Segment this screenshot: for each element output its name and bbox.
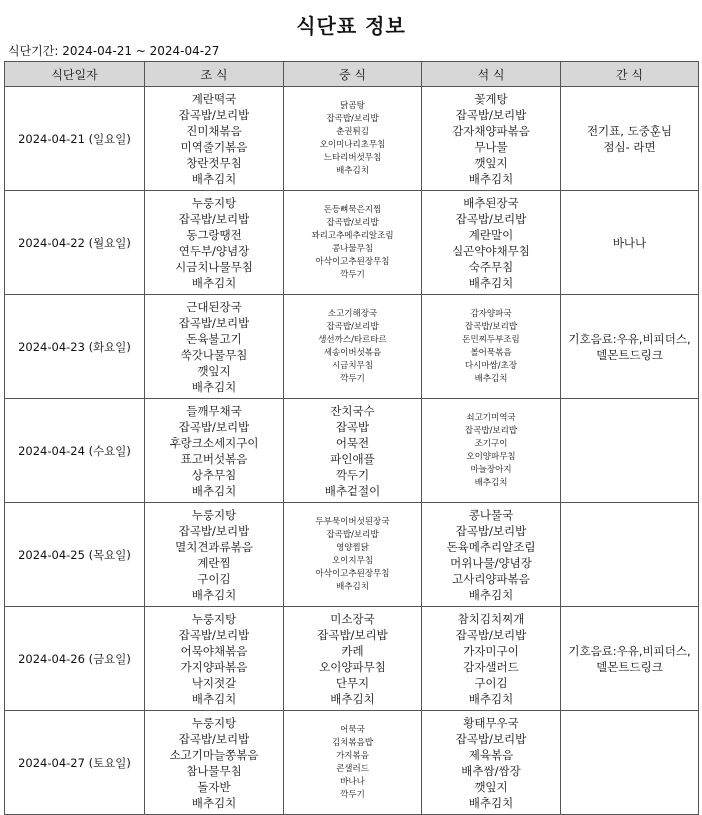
menu-item: 연두부/양념장	[178, 243, 250, 258]
menu-item: 어묵국	[340, 724, 365, 735]
menu-item: 시금치나물무침	[175, 259, 253, 274]
menu-item: 잡곡밥/보리밥	[178, 419, 250, 434]
menu-item: 돈민찌두부조림	[462, 334, 520, 345]
menu-item: 배추김치	[191, 587, 237, 602]
snack-cell	[561, 87, 699, 191]
menu-item: 머위나물/양념장	[450, 555, 532, 570]
menu-item: 배추김치	[468, 691, 514, 706]
menu-item: 세송이버섯볶음	[323, 347, 382, 358]
menu-item: 오이양파무침	[466, 451, 516, 462]
menu-item: 조기구이	[474, 438, 508, 449]
menu-item: 잡곡밥/보리밥	[455, 523, 527, 538]
dinner-cell	[422, 503, 561, 607]
menu-item: 누룽지탕	[191, 507, 237, 522]
menu-item: 잡곡밥/보리밥	[178, 731, 250, 746]
menu-item: 전기표, 도중훈님	[586, 123, 673, 138]
menu-item: 잡곡밥/보리밥	[326, 529, 379, 540]
table-row	[5, 711, 699, 815]
breakfast-cell	[145, 503, 284, 607]
menu-item: 계란찜	[197, 555, 231, 570]
menu-item: 숙주무침	[468, 259, 514, 274]
table-header-row	[5, 62, 699, 87]
menu-item: 깍두기	[340, 269, 365, 280]
menu-item: 꽃게탕	[474, 91, 508, 106]
header-snack: 간 식	[561, 62, 699, 87]
menu-item: 깻잎지	[474, 155, 508, 170]
menu-item: 두부묵이버섯된장국	[315, 516, 390, 527]
menu-item: 배추김치	[330, 691, 375, 706]
breakfast-cell	[145, 191, 284, 295]
menu-item: 동그랑땡전	[186, 227, 242, 242]
meal-table	[4, 61, 699, 815]
menu-item: 배추김치	[468, 587, 514, 602]
menu-item: 배추김치	[468, 171, 514, 186]
menu-item: 콘샐러드	[336, 763, 369, 774]
menu-item: 시금치무침	[331, 360, 374, 371]
menu-item: 배추김치	[468, 275, 514, 290]
menu-item: 볼어묵볶음	[470, 347, 512, 358]
menu-item: 잡곡밥/보리밥	[464, 425, 518, 436]
menu-item: 생선까스/타르타르	[318, 334, 387, 345]
menu-item: 콩나물무침	[331, 243, 374, 254]
table-row	[5, 87, 699, 191]
menu-item: 배추된장국	[463, 195, 519, 210]
menu-item: 돌자반	[197, 779, 231, 794]
menu-item: 상추무침	[191, 467, 237, 482]
table-row	[5, 607, 699, 711]
menu-item: 배추김치	[191, 691, 237, 706]
menu-item: 근대된장국	[186, 299, 242, 314]
menu-item: 미소장국	[330, 611, 375, 626]
menu-item: 누룽지탕	[191, 715, 237, 730]
menu-item: 춘권튀김	[336, 126, 369, 137]
menu-item: 제육볶음	[468, 747, 514, 762]
menu-item: 배추김치	[191, 171, 237, 186]
menu-item: 후랑크소세지구이	[169, 435, 259, 450]
menu-item: 닭곰탕	[340, 100, 365, 111]
menu-item: 파인애플	[330, 451, 375, 466]
table-row	[5, 191, 699, 295]
snack-cell	[561, 399, 699, 503]
menu-item: 소고기해장국	[327, 308, 378, 319]
menu-item: 들깨무채국	[186, 403, 242, 418]
menu-item: 아삭이고추된장무침	[315, 568, 390, 579]
menu-item: 잡곡밥/보리밥	[464, 321, 518, 332]
breakfast-cell	[145, 399, 284, 503]
menu-item: 잡곡밥/보리밥	[455, 731, 527, 746]
menu-item: 다시마쌈/초장	[464, 360, 518, 371]
menu-item: 오이양파무침	[319, 659, 386, 674]
header-breakfast: 조 식	[145, 62, 284, 87]
menu-item: 돈육불고기	[186, 331, 242, 346]
lunch-cell	[284, 711, 422, 815]
menu-item: 돈등뼈묵은지찜	[323, 204, 382, 215]
menu-item: 마늘장아지	[470, 464, 512, 475]
menu-item: 단무지	[335, 675, 370, 690]
menu-item: 돈육메추리알조림	[446, 539, 536, 554]
menu-item: 바나나	[340, 776, 365, 787]
menu-item: 잡곡밥/보리밥	[455, 107, 527, 122]
menu-item: 잡곡밥/보리밥	[326, 217, 379, 228]
menu-item: 가자미구이	[463, 643, 519, 658]
breakfast-cell	[145, 711, 284, 815]
dinner-cell	[422, 87, 561, 191]
menu-item: 꽈리고추메추리알조림	[311, 230, 394, 241]
header-date: 식단일자	[5, 62, 145, 87]
menu-item: 참치김치찌개	[457, 611, 525, 626]
menu-item: 잡곡밥/보리밥	[326, 113, 379, 124]
snack-cell	[561, 191, 699, 295]
menu-item: 잡곡밥/보리밥	[455, 211, 527, 226]
lunch-cell	[284, 295, 422, 399]
menu-item: 잔치국수	[330, 403, 375, 418]
menu-item: 잡곡밥/보리밥	[178, 627, 250, 642]
breakfast-cell	[145, 295, 284, 399]
menu-item: 구이김	[197, 571, 231, 586]
date-cell: 2024-04-25 (목요일)	[5, 503, 145, 607]
menu-item: 깍두기	[335, 467, 370, 482]
table-row	[5, 503, 699, 607]
menu-item: 잡곡밥/보리밥	[178, 211, 250, 226]
menu-item: 낙지젓갈	[191, 675, 237, 690]
menu-item: 배추쌈/쌈장	[461, 763, 521, 778]
menu-item: 카레	[341, 643, 364, 658]
menu-item: 영양찜닭	[336, 542, 369, 553]
lunch-cell	[284, 87, 422, 191]
date-cell: 2024-04-21 (일요일)	[5, 87, 145, 191]
menu-item: 김치볶음밥	[331, 737, 374, 748]
menu-item: 잡곡밥/보리밥	[178, 523, 250, 538]
menu-item: 배추김치	[191, 483, 237, 498]
lunch-cell	[284, 191, 422, 295]
menu-item: 느타리버섯무침	[323, 152, 382, 163]
menu-item: 잡곡밥/보리밥	[178, 107, 250, 122]
date-cell: 2024-04-27 (토요일)	[5, 711, 145, 815]
menu-item: 어묵전	[335, 435, 370, 450]
snack-cell	[561, 503, 699, 607]
menu-item: 무나물	[474, 139, 508, 154]
menu-item: 가지볶음	[336, 750, 369, 761]
date-cell: 2024-04-26 (금요일)	[5, 607, 145, 711]
menu-item: 배추김치	[191, 275, 237, 290]
menu-item: 쑥갓나물무침	[180, 347, 248, 362]
menu-item: 실곤약야채무침	[452, 243, 530, 258]
menu-item: 쇠고기미역국	[466, 412, 516, 423]
lunch-cell	[284, 399, 422, 503]
menu-item: 기호음료:우유,비피더스,	[568, 331, 691, 346]
breakfast-cell	[145, 607, 284, 711]
menu-item: 구이김	[474, 675, 508, 690]
table-row	[5, 295, 699, 399]
menu-item: 황태무우국	[463, 715, 519, 730]
menu-item: 계란떡국	[191, 91, 237, 106]
menu-item: 배추김치	[474, 373, 508, 384]
menu-item: 배추김치	[468, 795, 514, 810]
menu-item: 점심- 라면	[603, 139, 656, 154]
menu-item: 미역줄기볶음	[180, 139, 248, 154]
date-cell: 2024-04-23 (화요일)	[5, 295, 145, 399]
menu-item: 기호음료:우유,비피더스,	[568, 643, 691, 658]
menu-item: 누룽지탕	[191, 611, 237, 626]
menu-item: 배추김치	[336, 581, 369, 592]
menu-item: 깻잎지	[474, 779, 508, 794]
menu-item: 잡곡밥/보리밥	[326, 321, 379, 332]
menu-item: 감자채양파볶음	[452, 123, 530, 138]
menu-item: 멸치견과류볶음	[175, 539, 253, 554]
menu-item: 잡곡밥/보리밥	[178, 315, 250, 330]
meal-period: 식단기간: 2024-04-21 ~ 2024-04-27	[8, 44, 220, 58]
dinner-cell	[422, 607, 561, 711]
snack-cell	[561, 295, 699, 399]
breakfast-cell	[145, 87, 284, 191]
date-cell: 2024-04-22 (월요일)	[5, 191, 145, 295]
lunch-cell	[284, 503, 422, 607]
dinner-cell	[422, 711, 561, 815]
menu-item: 오이미나리초무침	[319, 139, 386, 150]
menu-item: 깻잎지	[197, 363, 231, 378]
menu-item: 소고기마늘쫑볶음	[169, 747, 259, 762]
lunch-cell	[284, 607, 422, 711]
menu-item: 감자샐러드	[463, 659, 519, 674]
menu-item: 감자양파국	[470, 308, 512, 319]
snack-cell	[561, 607, 699, 711]
dinner-cell	[422, 295, 561, 399]
dinner-cell	[422, 399, 561, 503]
menu-item: 창란젓무침	[186, 155, 242, 170]
page-title: 식단표 정보	[296, 14, 406, 38]
menu-item: 배추김치	[474, 477, 508, 488]
menu-item: 누룽지탕	[191, 195, 237, 210]
menu-item: 참나물무침	[186, 763, 242, 778]
menu-item: 깍두기	[340, 789, 365, 800]
menu-item: 고사리양파볶음	[452, 571, 530, 586]
menu-item: 잡곡밥/보리밥	[455, 627, 527, 642]
dinner-cell	[422, 191, 561, 295]
menu-item: 잡곡밥	[335, 419, 370, 434]
menu-item: 잡곡밥/보리밥	[317, 627, 388, 642]
header-lunch: 중 식	[284, 62, 422, 87]
menu-item: 콩나물국	[468, 507, 514, 522]
menu-item: 진미채볶음	[186, 123, 242, 138]
menu-item: 델몬트드링크	[596, 347, 663, 362]
menu-item: 바나나	[612, 235, 647, 250]
menu-item: 아삭이고추된장무침	[315, 256, 390, 267]
table-row	[5, 399, 699, 503]
menu-item: 오이지무침	[331, 555, 374, 566]
menu-item: 가지양파볶음	[180, 659, 248, 674]
menu-item: 배추겉절이	[324, 483, 381, 498]
menu-item: 델몬트드링크	[596, 659, 663, 674]
snack-cell	[561, 711, 699, 815]
menu-item: 어묵야채볶음	[180, 643, 248, 658]
menu-item: 배추김치	[191, 379, 237, 394]
date-cell: 2024-04-24 (수요일)	[5, 399, 145, 503]
menu-item: 표고버섯볶음	[180, 451, 248, 466]
menu-item: 배추김치	[336, 165, 369, 176]
menu-item: 배추김치	[191, 795, 237, 810]
menu-item: 계란말이	[468, 227, 514, 242]
menu-item: 깍두기	[340, 373, 365, 384]
header-dinner: 석 식	[422, 62, 561, 87]
